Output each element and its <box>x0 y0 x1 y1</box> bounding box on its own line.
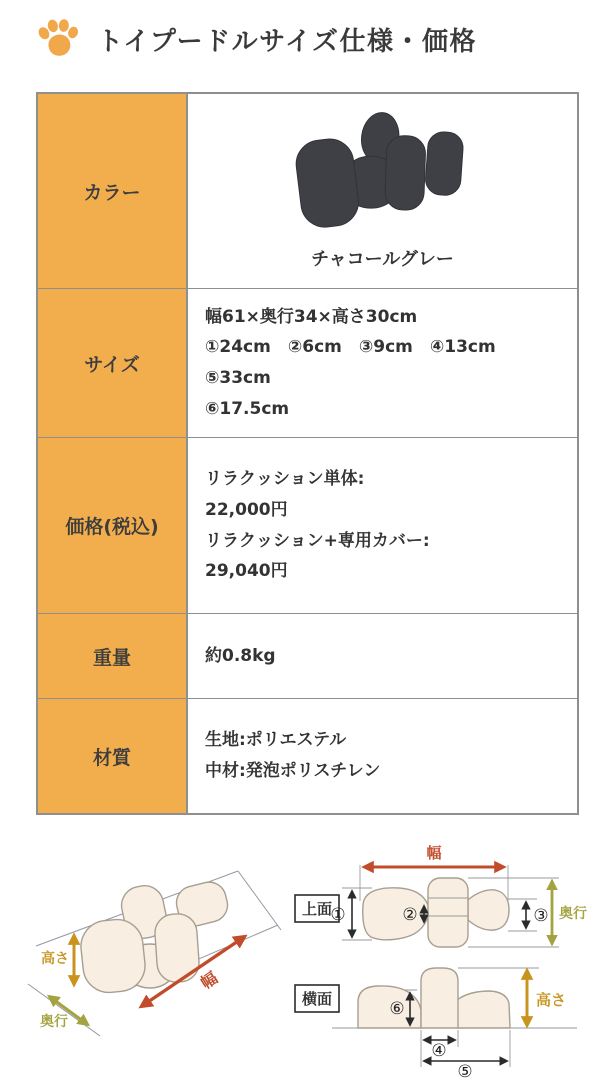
price-item-value: 22,000円 <box>205 499 288 520</box>
size-detail-line: ①24cm ②6cm ③9cm ④13cm ⑤33cm <box>205 337 513 388</box>
table-row-price <box>38 437 577 613</box>
table-row-size <box>38 288 577 437</box>
page-header <box>34 16 477 62</box>
row-header-material: 材質 <box>38 699 188 813</box>
row-header-color: カラー <box>38 94 188 288</box>
cushion-side-outline <box>358 968 510 1028</box>
top-view-panel-label: 上面 <box>301 900 333 918</box>
row-value-color <box>188 94 577 288</box>
depth-label: 奥行 <box>40 1014 68 1030</box>
side-view-diagram <box>287 950 592 1080</box>
table-row-weight <box>38 613 577 698</box>
price-set-value: 29,040円 <box>205 561 288 582</box>
product-image-charcoal-cushion <box>283 106 483 236</box>
row-header-size: サイズ <box>38 289 188 437</box>
material-filling-line: 中材:発泡ポリスチレン <box>205 761 381 781</box>
color-name: チャコールグレー <box>311 248 454 270</box>
weight-value: 約0.8kg <box>205 645 276 666</box>
size-detail-line2: ⑥17.5cm <box>205 398 290 419</box>
row-value-price <box>188 438 577 613</box>
row-value-weight <box>188 614 577 698</box>
page-title: トイプードルサイズ仕様・価格 <box>97 26 478 57</box>
spec-table <box>36 92 579 815</box>
material-fabric-line: 生地:ポリエステル <box>205 730 347 751</box>
dim6-mark: ⑥ <box>389 999 405 1019</box>
width-label: 幅 <box>197 968 221 993</box>
dim1-mark: ① <box>330 905 346 925</box>
row-value-size <box>188 289 577 437</box>
cushion-top-outline <box>363 878 509 947</box>
table-row-material <box>38 698 577 813</box>
dim3-mark: ③ <box>533 906 549 926</box>
height-label: 高さ <box>41 951 69 967</box>
size-overall-line: 幅61×奥行34×高さ30cm <box>205 306 418 327</box>
side-view-panel-label: 横面 <box>301 990 333 1008</box>
dim5-mark: ⑤ <box>457 1062 473 1080</box>
row-value-material <box>188 699 577 813</box>
price-set-label: リラクッション+専用カバー: <box>205 530 430 551</box>
dim2-mark: ② <box>402 905 418 925</box>
isometric-dimension-diagram <box>26 846 291 1076</box>
width-label-top: 幅 <box>426 844 442 862</box>
table-row-color <box>38 94 577 288</box>
row-header-weight: 重量 <box>38 614 188 698</box>
depth-label-top: 奥行 <box>559 906 587 922</box>
dim4-mark: ④ <box>431 1041 447 1061</box>
price-item-label: リラクッション単体: <box>205 469 365 490</box>
paw-icon <box>34 16 82 62</box>
row-header-price: 価格(税込) <box>38 438 188 613</box>
height-label-side: 高さ <box>536 991 567 1009</box>
